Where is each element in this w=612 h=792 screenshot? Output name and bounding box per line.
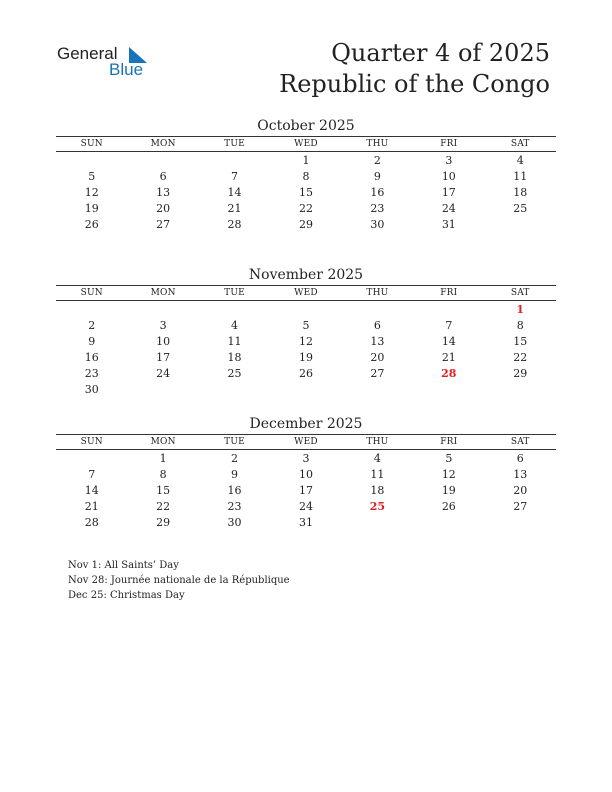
weekday-label: TUE [224, 437, 245, 447]
logo [57, 44, 157, 84]
weekday-label: FRI [440, 139, 458, 149]
day-cell: 7 [88, 468, 96, 481]
day-cell: 29 [156, 516, 171, 529]
day-cell: 26 [298, 367, 313, 380]
day-cell: 8 [516, 319, 524, 332]
day-cell: 20 [370, 351, 385, 364]
day-cell: 12 [84, 186, 99, 199]
day-cell: 19 [298, 351, 313, 364]
day-cell: 15 [513, 335, 528, 348]
weekday-label: WED [294, 288, 318, 298]
day-cell: 23 [227, 500, 242, 513]
week-row [56, 366, 556, 382]
empty-day-cell [270, 382, 341, 398]
day-cell: 9 [231, 468, 239, 481]
day-cell: 3 [445, 154, 453, 167]
day-cell: 14 [441, 335, 456, 348]
day-cell: 18 [227, 351, 242, 364]
week-row [56, 201, 556, 217]
day-cell: 3 [159, 319, 167, 332]
empty-day-cell [56, 153, 127, 169]
day-cell: 10 [441, 170, 456, 183]
day-cell: 3 [302, 452, 310, 465]
day-cell: 26 [84, 218, 99, 231]
month-title: October 2025 [257, 118, 355, 134]
day-cell: 24 [298, 500, 313, 513]
day-cell: 28 [84, 516, 99, 529]
day-cell: 5 [445, 452, 453, 465]
day-cell: 15 [298, 186, 313, 199]
day-cell: 2 [373, 154, 381, 167]
empty-day-cell [342, 515, 413, 531]
month-block [56, 116, 556, 233]
day-cell: 18 [513, 186, 528, 199]
empty-day-cell [56, 451, 127, 467]
weekday-label: MON [150, 288, 176, 298]
day-cell: 15 [156, 484, 171, 497]
holiday-day-cell: 28 [441, 367, 457, 380]
day-cell: 27 [370, 367, 385, 380]
weekday-divider [56, 300, 556, 301]
empty-day-cell [199, 302, 270, 318]
weekday-header-row [56, 435, 556, 449]
day-cell: 4 [516, 154, 524, 167]
day-cell: 13 [370, 335, 385, 348]
day-cell: 9 [88, 335, 96, 348]
title-line-quarter: Quarter 4 of 2025 [331, 39, 550, 67]
weekday-label: THU [366, 437, 389, 447]
weekday-label: SAT [510, 139, 530, 149]
weekday-label: SUN [80, 139, 103, 149]
empty-day-cell [199, 153, 270, 169]
weekday-label: TUE [224, 139, 245, 149]
day-cell: 4 [231, 319, 239, 332]
day-cell: 10 [298, 468, 313, 481]
day-cell: 22 [298, 202, 313, 215]
day-cell: 21 [441, 351, 456, 364]
week-row [56, 185, 556, 201]
empty-day-cell [127, 302, 198, 318]
title-line-country: Republic of the Congo [279, 70, 550, 98]
day-cell: 18 [370, 484, 385, 497]
weekday-label: THU [366, 288, 389, 298]
day-cell: 24 [441, 202, 456, 215]
day-cell: 27 [513, 500, 528, 513]
day-cell: 20 [513, 484, 528, 497]
day-cell: 7 [231, 170, 239, 183]
weekday-divider [56, 449, 556, 450]
day-cell: 31 [441, 218, 456, 231]
day-cell: 6 [159, 170, 167, 183]
weekday-label: WED [294, 437, 318, 447]
empty-day-cell [56, 302, 127, 318]
day-cell: 6 [516, 452, 524, 465]
day-cell: 8 [302, 170, 310, 183]
week-row [56, 334, 556, 350]
empty-day-cell [270, 302, 341, 318]
week-row [56, 153, 556, 169]
day-cell: 7 [445, 319, 453, 332]
week-row [56, 169, 556, 185]
empty-day-cell [342, 302, 413, 318]
day-cell: 29 [298, 218, 313, 231]
empty-day-cell [342, 382, 413, 398]
week-row [56, 217, 556, 233]
empty-day-cell [127, 382, 198, 398]
day-cell: 12 [298, 335, 313, 348]
day-cell: 11 [227, 335, 242, 348]
empty-day-cell [413, 515, 484, 531]
holiday-note: Nov 1: All Saints’ Day [68, 560, 179, 571]
empty-day-cell [127, 153, 198, 169]
day-cell: 16 [227, 484, 242, 497]
day-cell: 11 [513, 170, 528, 183]
month-block [56, 265, 556, 398]
day-cell: 1 [302, 154, 310, 167]
week-row [56, 467, 556, 483]
day-cell: 27 [156, 218, 171, 231]
day-cell: 16 [370, 186, 385, 199]
day-cell: 26 [441, 500, 456, 513]
empty-day-cell [485, 515, 556, 531]
holiday-note: Dec 25: Christmas Day [68, 590, 185, 601]
day-cell: 23 [370, 202, 385, 215]
day-cell: 30 [84, 383, 99, 396]
day-cell: 21 [84, 500, 99, 513]
day-cell: 14 [84, 484, 99, 497]
month-title: November 2025 [248, 267, 364, 283]
weekday-label: WED [294, 139, 318, 149]
day-cell: 13 [156, 186, 171, 199]
weekday-label: FRI [440, 437, 458, 447]
day-cell: 21 [227, 202, 242, 215]
weekday-label: SUN [80, 437, 103, 447]
weekday-label: SUN [80, 288, 103, 298]
month-block [56, 414, 556, 531]
week-row [56, 515, 556, 531]
weekday-label: SAT [510, 288, 530, 298]
day-cell: 22 [156, 500, 171, 513]
holiday-day-cell: 1 [516, 303, 525, 316]
empty-day-cell [413, 382, 484, 398]
empty-day-cell [485, 217, 556, 233]
weekday-divider [56, 151, 556, 152]
weekday-label: MON [150, 437, 176, 447]
day-cell: 14 [227, 186, 242, 199]
holiday-day-cell: 25 [369, 500, 386, 513]
weekday-header-row [56, 137, 556, 151]
day-cell: 20 [156, 202, 171, 215]
day-cell: 17 [298, 484, 313, 497]
day-cell: 30 [370, 218, 385, 231]
day-cell: 23 [84, 367, 99, 380]
day-cell: 17 [441, 186, 456, 199]
day-cell: 5 [88, 170, 96, 183]
week-row [56, 302, 556, 318]
day-cell: 2 [231, 452, 239, 465]
day-cell: 1 [159, 452, 167, 465]
day-cell: 8 [159, 468, 167, 481]
day-cell: 2 [88, 319, 96, 332]
empty-day-cell [485, 382, 556, 398]
day-cell: 9 [373, 170, 381, 183]
weekday-label: FRI [440, 288, 458, 298]
day-cell: 11 [370, 468, 385, 481]
weekday-label: THU [366, 139, 389, 149]
weekday-header-row [56, 286, 556, 300]
day-cell: 10 [156, 335, 171, 348]
weekday-label: TUE [224, 288, 245, 298]
holiday-notes [68, 558, 290, 603]
week-row [56, 483, 556, 499]
week-row [56, 382, 556, 398]
week-row [56, 350, 556, 366]
empty-day-cell [413, 302, 484, 318]
day-cell: 19 [84, 202, 99, 215]
day-cell: 31 [298, 516, 313, 529]
day-cell: 16 [84, 351, 99, 364]
logo-word-general: General [57, 44, 118, 63]
day-cell: 19 [441, 484, 456, 497]
day-cell: 22 [513, 351, 528, 364]
day-cell: 12 [441, 468, 456, 481]
day-cell: 30 [227, 516, 242, 529]
day-cell: 25 [227, 367, 242, 380]
day-cell: 29 [513, 367, 528, 380]
week-row [56, 451, 556, 467]
empty-day-cell [199, 382, 270, 398]
day-cell: 6 [373, 319, 381, 332]
day-cell: 13 [513, 468, 528, 481]
page-title [279, 38, 550, 100]
day-cell: 24 [156, 367, 171, 380]
day-cell: 5 [302, 319, 310, 332]
day-cell: 17 [156, 351, 171, 364]
week-row [56, 499, 556, 515]
logo-word-blue: Blue [109, 60, 144, 79]
day-cell: 25 [513, 202, 528, 215]
day-cell: 28 [227, 218, 242, 231]
weekday-label: MON [150, 139, 176, 149]
day-cell: 4 [373, 452, 381, 465]
holiday-note: Nov 28: Journée nationale de la République [68, 575, 290, 586]
month-title: December 2025 [249, 416, 363, 432]
weekday-label: SAT [510, 437, 530, 447]
week-row [56, 318, 556, 334]
